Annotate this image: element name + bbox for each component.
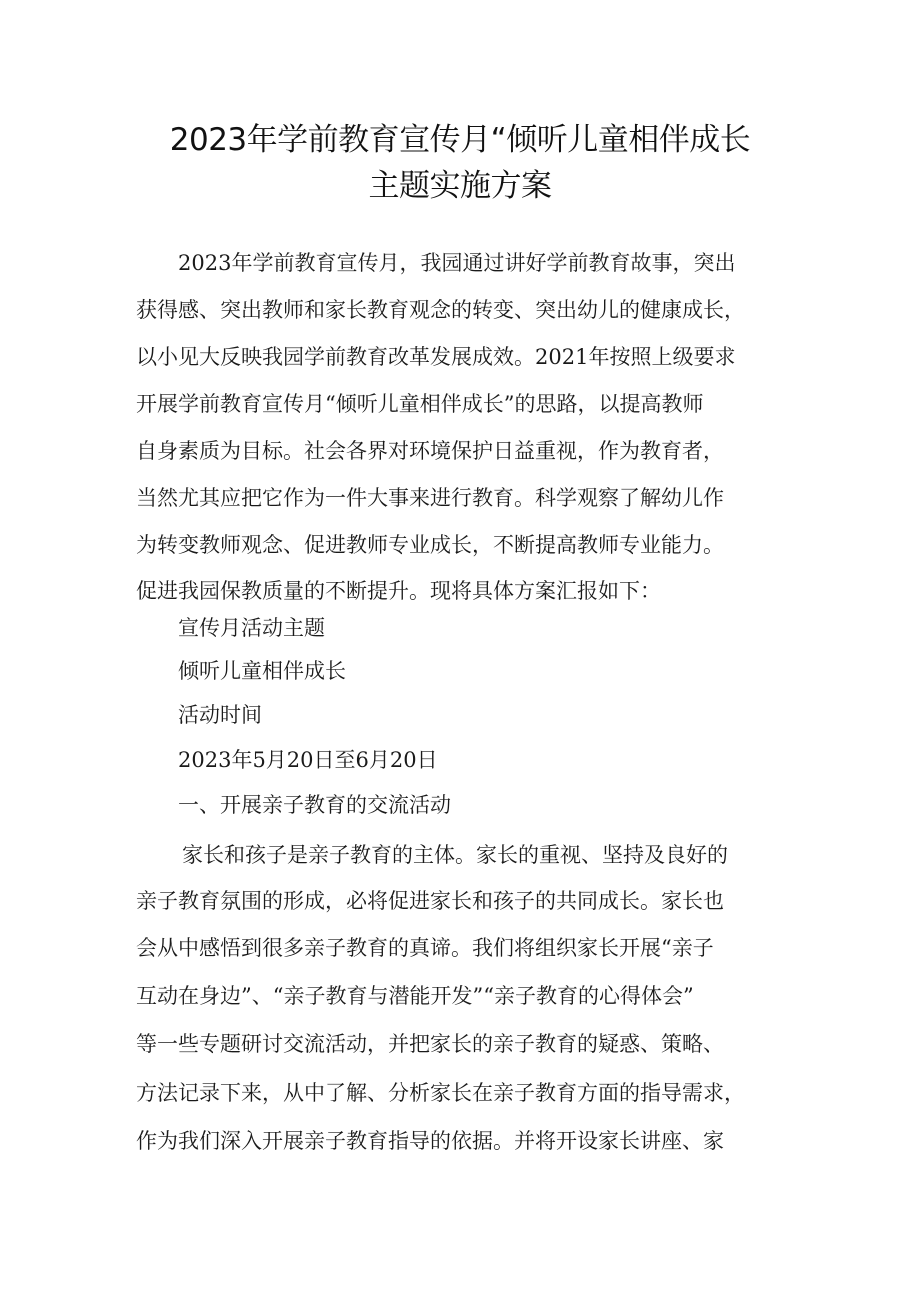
- paragraph-1-line-2: 获得感、突出教师和家长教育观念的转变、突出幼儿的健康成长，: [136, 298, 745, 322]
- time-value: 2023年5月20日至6月20日: [178, 748, 438, 772]
- paragraph-1-line-1: 2023年学前教育宣传月，我园通过讲好学前教育故事，突出: [178, 251, 736, 275]
- paragraph-1-line-4: 开展学前教育宣传月“倾听儿童相伴成长”的思路，以提高教师: [136, 392, 704, 416]
- paragraph-2-line-6: 方法记录下来，从中了解、分析家长在亲子教育方面的指导需求，: [136, 1081, 745, 1105]
- paragraph-1-line-3: 以小见大反映我园学前教育改革发展成效。2021年按照上级要求: [136, 345, 736, 369]
- paragraph-2-line-2: 亲子教育氛围的形成，必将促进家长和孩子的共同成长。家长也: [136, 889, 724, 913]
- paragraph-1-line-5: 自身素质为目标。社会各界对环境保护日益重视，作为教育者，: [136, 439, 724, 463]
- paragraph-2-line-1: 家长和孩子是亲子教育的主体。家长的重视、坚持及良好的: [182, 843, 728, 867]
- paragraph-2-line-5: 等一些专题研讨交流活动，并把家长的亲子教育的疑惑、策略、: [136, 1032, 724, 1056]
- paragraph-1-line-8: 促进我园保教质量的不断提升。现将具体方案汇报如下：: [136, 579, 661, 603]
- section-label-theme: 宣传月活动主题: [178, 616, 325, 640]
- document-title-line-2: 主题实施方案: [368, 168, 552, 204]
- paragraph-2-line-7: 作为我们深入开展亲子教育指导的依据。并将开设家长讲座、家: [136, 1129, 724, 1153]
- paragraph-2-line-4: 互动在身边”、“亲子教育与潜能开发”“亲子教育的心得体会”: [136, 984, 694, 1008]
- document-title-line-1: 2023年学前教育宣传月“倾听儿童相伴成长: [169, 122, 751, 158]
- paragraph-2-line-3: 会从中感悟到很多亲子教育的真谛。我们将组织家长开展“亲子: [136, 936, 714, 960]
- theme-value: 倾听儿童相伴成长: [178, 659, 346, 683]
- paragraph-1-line-6: 当然尤其应把它作为一件大事来进行教育。科学观察了解幼儿作: [136, 486, 724, 510]
- paragraph-1-line-7: 为转变教师观念、促进教师专业成长，不断提高教师专业能力。: [136, 533, 724, 557]
- section-heading-1: 一、开展亲子教育的交流活动: [178, 793, 451, 817]
- section-label-time: 活动时间: [178, 703, 262, 727]
